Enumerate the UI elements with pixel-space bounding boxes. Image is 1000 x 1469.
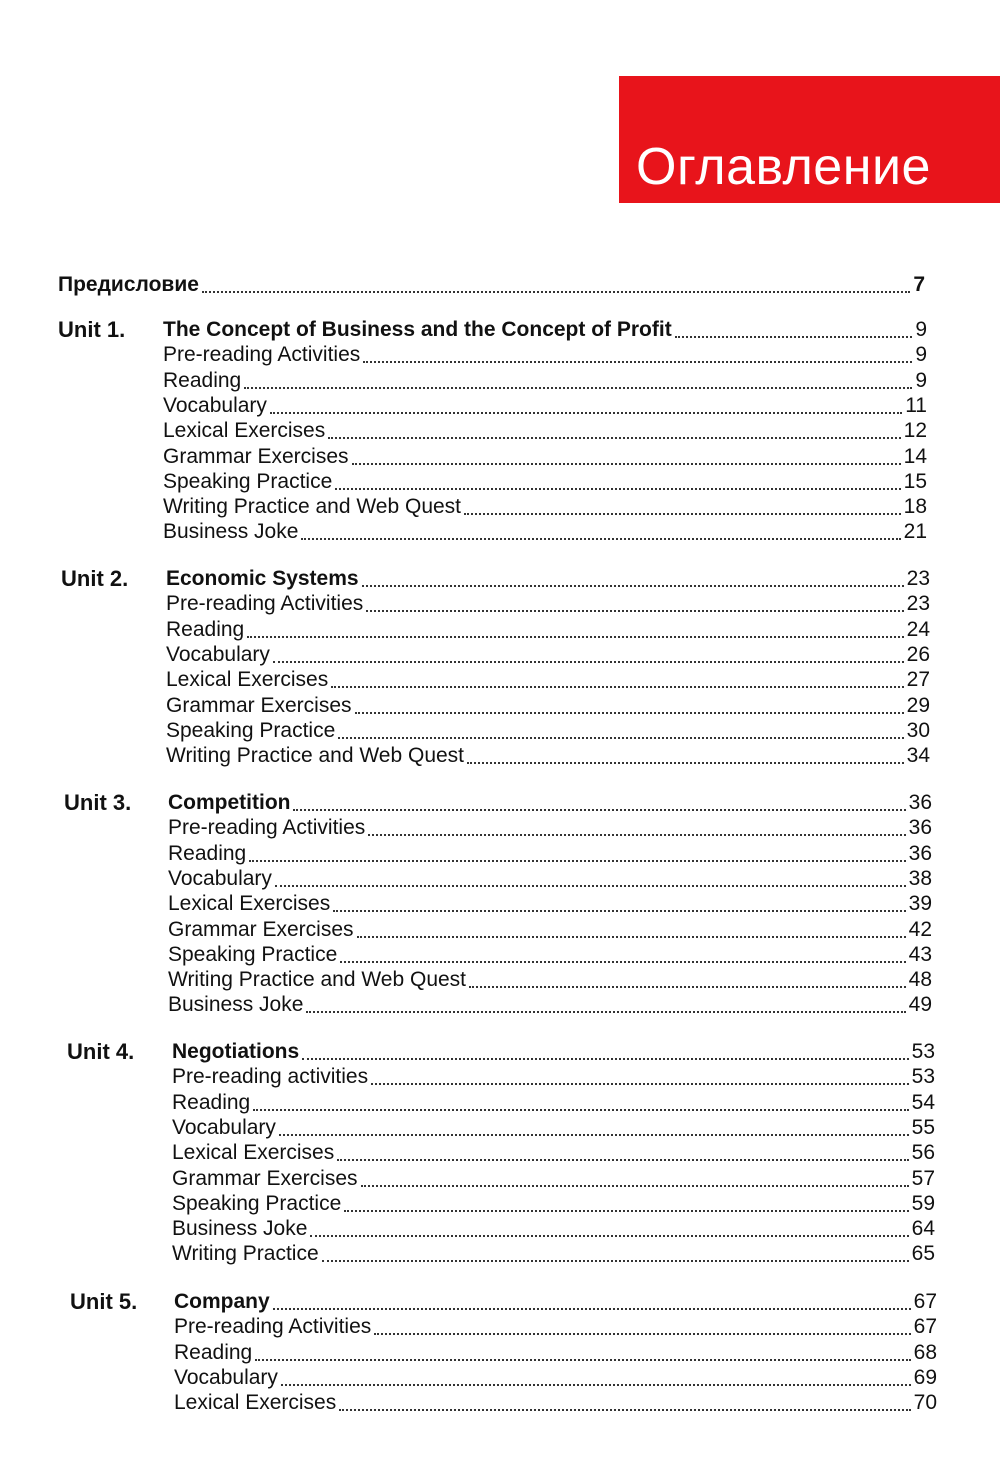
leader-dots <box>339 1408 910 1411</box>
toc-entry-label: Writing Practice and Web Quest <box>168 968 467 991</box>
toc-entry-label: The Concept of Business and the Concept of Profit <box>163 318 672 341</box>
leader-dots <box>202 290 910 293</box>
toc-entry-page: 43 <box>908 943 932 966</box>
toc-entry-label: Grammar Exercises <box>166 694 352 717</box>
toc-entry-page: 49 <box>908 993 932 1016</box>
toc-entry-page: 64 <box>911 1217 935 1240</box>
toc-entry-label: Vocabulary <box>166 643 270 666</box>
toc-entry-page: 24 <box>906 618 930 641</box>
unit-number: Unit 5. <box>70 1289 138 1314</box>
toc-entry-page: 48 <box>908 968 932 991</box>
leader-dots <box>331 685 903 688</box>
toc-entry-page: 14 <box>903 445 927 468</box>
toc-entry-label: Speaking Practice <box>166 719 336 742</box>
toc-entry-page: 67 <box>913 1290 937 1313</box>
toc-unit-title[interactable] <box>163 316 927 342</box>
toc-entry[interactable] <box>166 666 930 692</box>
toc-entry-label: Business Joke <box>163 520 299 543</box>
toc-entry-page: 30 <box>906 719 930 742</box>
toc-unit-title[interactable] <box>174 1288 937 1314</box>
leader-dots <box>302 1057 908 1060</box>
toc-entry-page: 23 <box>906 567 930 590</box>
toc-entry-label: Lexical Exercises <box>166 668 329 691</box>
page-title: Оглавление <box>636 138 931 196</box>
leader-dots <box>337 1158 908 1161</box>
leader-dots <box>374 1332 910 1335</box>
toc-entry-label: Speaking Practice <box>172 1192 342 1215</box>
toc-entry-page: 68 <box>913 1341 937 1364</box>
leader-dots <box>335 487 900 490</box>
toc-entry-page: 59 <box>911 1192 935 1215</box>
toc-entry-label: Pre-reading Activities <box>166 592 364 615</box>
leader-dots <box>253 1108 908 1111</box>
toc-preface-label: Предисловие <box>58 273 199 296</box>
toc-entry-label: Company <box>174 1290 270 1313</box>
toc-entry-label: Lexical Exercises <box>168 892 331 915</box>
leader-dots <box>464 512 901 515</box>
leader-dots <box>344 1209 908 1212</box>
toc-entry[interactable] <box>166 590 930 616</box>
toc-entry-label: Vocabulary <box>163 394 267 417</box>
toc-entry-label: Lexical Exercises <box>172 1141 335 1164</box>
leader-dots <box>255 1358 910 1361</box>
toc-entry-label: Vocabulary <box>172 1116 276 1139</box>
leader-dots <box>352 462 901 465</box>
toc-entry-label: Writing Practice <box>172 1242 319 1265</box>
leader-dots <box>328 436 900 439</box>
leader-dots <box>340 960 905 963</box>
toc-entry-page: 26 <box>906 643 930 666</box>
leader-dots <box>279 1133 909 1136</box>
leader-dots <box>275 884 906 887</box>
leader-dots <box>361 1184 909 1187</box>
toc-entry-label: Speaking Practice <box>163 470 333 493</box>
toc-entry[interactable] <box>168 890 932 916</box>
toc-entry[interactable] <box>166 692 930 718</box>
toc-entry-page: 53 <box>911 1065 935 1088</box>
leader-dots <box>333 909 905 912</box>
toc-entry[interactable] <box>163 392 927 418</box>
toc-entry[interactable] <box>172 1114 935 1140</box>
toc-entry[interactable] <box>166 717 930 743</box>
toc-entry-label: Lexical Exercises <box>163 419 326 442</box>
unit-number: Unit 4. <box>67 1039 135 1064</box>
toc-entry[interactable] <box>168 840 932 866</box>
toc-entry[interactable] <box>174 1364 937 1390</box>
unit-number: Unit 3. <box>64 790 132 815</box>
toc-entry-page: 57 <box>911 1167 935 1190</box>
leader-dots <box>362 584 904 587</box>
toc-entry-label: Reading <box>163 369 242 392</box>
toc-entry[interactable] <box>166 616 930 642</box>
toc-entry-page: 42 <box>908 918 932 941</box>
toc-entry-label: Economic Systems <box>166 567 359 590</box>
leader-dots <box>247 635 903 638</box>
toc-entry[interactable] <box>174 1339 937 1365</box>
toc-entry-page: 34 <box>906 744 930 767</box>
toc-entry[interactable] <box>168 814 932 840</box>
toc-unit-title[interactable] <box>172 1038 935 1064</box>
leader-dots <box>273 1307 911 1310</box>
toc-entry[interactable] <box>163 341 927 367</box>
toc-entry[interactable] <box>172 1165 935 1191</box>
toc-entry-page: 9 <box>915 369 927 392</box>
toc-entry[interactable] <box>163 367 927 393</box>
leader-dots <box>363 360 912 363</box>
toc-entry-label: Business Joke <box>168 993 304 1016</box>
toc-entry[interactable] <box>168 966 932 992</box>
toc-entry[interactable] <box>166 742 930 768</box>
unit-number: Unit 1. <box>58 317 126 342</box>
toc-entry-page: 36 <box>908 842 932 865</box>
leader-dots <box>273 660 904 663</box>
toc-entry-page: 18 <box>903 495 927 518</box>
leader-dots <box>270 411 902 414</box>
leader-dots <box>467 761 904 764</box>
toc-entry-label: Negotiations <box>172 1040 300 1063</box>
toc-entry-page: 23 <box>906 592 930 615</box>
toc-entry[interactable] <box>163 417 927 443</box>
toc-entry[interactable] <box>172 1089 935 1115</box>
toc-entry[interactable] <box>172 1240 935 1266</box>
toc-entry-label: Speaking Practice <box>168 943 338 966</box>
leader-dots <box>371 1082 909 1085</box>
toc-entry-page: 21 <box>903 520 927 543</box>
toc-entry[interactable] <box>174 1313 937 1339</box>
leader-dots <box>301 537 900 540</box>
leader-dots <box>249 859 905 862</box>
toc-entry-page: 12 <box>903 419 927 442</box>
leader-dots <box>368 833 905 836</box>
toc-entry[interactable] <box>163 468 927 494</box>
toc-entry-page: 65 <box>911 1242 935 1265</box>
leader-dots <box>338 736 903 739</box>
unit-number: Unit 2. <box>61 566 129 591</box>
toc-entry[interactable] <box>172 1063 935 1089</box>
toc-entry-label: Writing Practice and Web Quest <box>166 744 465 767</box>
toc-preface[interactable] <box>58 271 925 297</box>
toc-entry-label: Reading <box>172 1091 251 1114</box>
toc-entry[interactable] <box>172 1215 935 1241</box>
toc-entry[interactable] <box>174 1389 937 1415</box>
leader-dots <box>310 1234 908 1237</box>
toc-entry-page: 15 <box>903 470 927 493</box>
leader-dots <box>281 1383 911 1386</box>
toc-entry-page: 36 <box>908 816 932 839</box>
toc-entry-label: Grammar Exercises <box>163 445 349 468</box>
leader-dots <box>355 711 904 714</box>
toc-entry[interactable] <box>163 493 927 519</box>
toc-entry[interactable] <box>166 641 930 667</box>
toc-entry-label: Reading <box>168 842 247 865</box>
toc-entry-page: 9 <box>915 343 927 366</box>
toc-entry[interactable] <box>168 941 932 967</box>
toc-entry-page: 38 <box>908 867 932 890</box>
toc-entry[interactable] <box>172 1190 935 1216</box>
toc-entry-label: Writing Practice and Web Quest <box>163 495 462 518</box>
toc-entry-label: Competition <box>168 791 291 814</box>
toc-entry-label: Pre-reading Activities <box>174 1315 372 1338</box>
toc-entry-page: 29 <box>906 694 930 717</box>
toc-entry-page: 56 <box>911 1141 935 1164</box>
toc-entry-page: 54 <box>911 1091 935 1114</box>
toc-unit-title[interactable] <box>168 789 932 815</box>
toc-entry-page: 55 <box>911 1116 935 1139</box>
toc-entry-page: 53 <box>911 1040 935 1063</box>
toc-entry-label: Vocabulary <box>168 867 272 890</box>
leader-dots <box>357 935 906 938</box>
toc-entry-page: 70 <box>913 1391 937 1414</box>
toc-entry-label: Pre-reading Activities <box>163 343 361 366</box>
toc-entry-page: 27 <box>906 668 930 691</box>
toc-entry[interactable] <box>172 1139 935 1165</box>
toc-entry-label: Reading <box>166 618 245 641</box>
toc-entry-label: Lexical Exercises <box>174 1391 337 1414</box>
toc-entry-label: Grammar Exercises <box>168 918 354 941</box>
toc-entry-page: 39 <box>908 892 932 915</box>
toc-preface-page: 7 <box>913 273 925 296</box>
leader-dots <box>322 1259 909 1262</box>
leader-dots <box>469 985 906 988</box>
toc-entry[interactable] <box>168 865 932 891</box>
leader-dots <box>306 1010 905 1013</box>
toc-entry-label: Business Joke <box>172 1217 308 1240</box>
toc-entry-label: Pre-reading Activities <box>168 816 366 839</box>
toc-entry[interactable] <box>163 518 927 544</box>
toc-unit-title[interactable] <box>166 565 930 591</box>
toc-entry-page: 11 <box>905 394 927 417</box>
toc-entry[interactable] <box>168 991 932 1017</box>
toc-entry-page: 36 <box>908 791 932 814</box>
toc-entry-label: Reading <box>174 1341 253 1364</box>
leader-dots <box>675 335 913 338</box>
leader-dots <box>366 609 903 612</box>
toc-entry-page: 67 <box>913 1315 937 1338</box>
toc-entry[interactable] <box>168 916 932 942</box>
toc-entry-label: Vocabulary <box>174 1366 278 1389</box>
leader-dots <box>244 386 912 389</box>
toc-entry-page: 69 <box>913 1366 937 1389</box>
toc-entry-page: 9 <box>915 318 927 341</box>
leader-dots <box>293 808 905 811</box>
toc-entry-label: Grammar Exercises <box>172 1167 358 1190</box>
toc-entry-label: Pre-reading activities <box>172 1065 369 1088</box>
toc-entry[interactable] <box>163 443 927 469</box>
